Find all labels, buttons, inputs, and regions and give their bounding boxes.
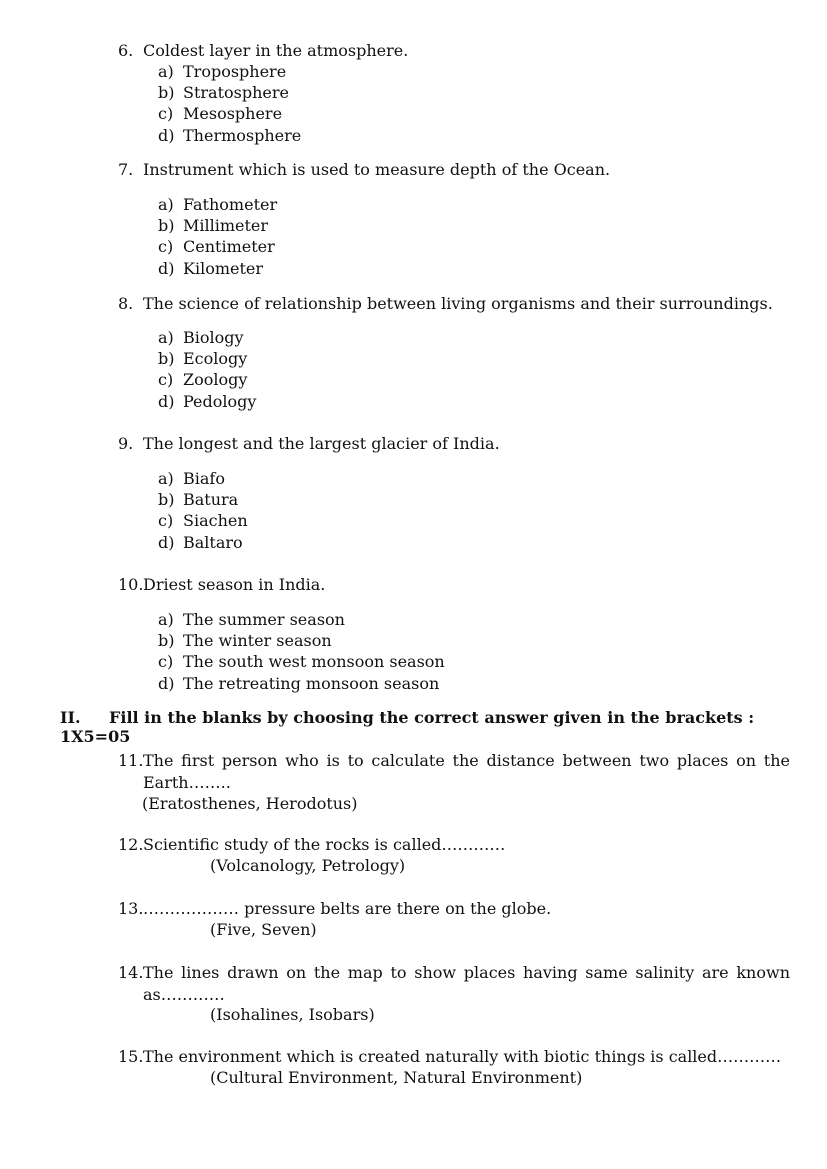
option — [158, 510, 248, 531]
option-text: Centimeter — [183, 237, 275, 257]
answer-choices: (Five, Seven) — [210, 920, 317, 939]
option — [158, 489, 248, 510]
option-text: The summer season — [183, 610, 345, 629]
option-letter: d) — [158, 258, 175, 278]
option-letter: b) — [158, 490, 175, 510]
option-letter: b) — [158, 349, 175, 369]
section-heading — [60, 708, 827, 746]
question-7 — [118, 159, 610, 180]
option-text: Batura — [183, 490, 239, 510]
question-text: The first person who is to calculate the distance between two places on the Earth…….. — [143, 751, 790, 792]
option-text: Biology — [183, 328, 244, 347]
question-text: The environment which is created naturally with biotic things is called………… — [143, 1047, 782, 1066]
option-letter: b) — [158, 83, 175, 103]
option-letter: c) — [158, 652, 174, 672]
option-letter: b) — [158, 216, 175, 236]
option-letter: d) — [158, 391, 175, 411]
answer-choices: (Isohalines, Isobars) — [210, 1005, 375, 1024]
option — [158, 468, 248, 489]
option-text: Mesosphere — [183, 104, 283, 124]
option-text: Baltaro — [183, 532, 243, 552]
question-6 — [118, 40, 408, 61]
option-text: Kilometer — [183, 258, 264, 278]
option — [158, 327, 256, 348]
option — [158, 532, 248, 553]
option-text: The south west monsoon season — [183, 652, 445, 672]
question-text: The science of relationship between living organisms and their surroundings. — [143, 294, 773, 313]
option — [158, 194, 277, 215]
option-letter: a) — [158, 610, 174, 629]
options-9 — [158, 468, 248, 553]
option-letter: c) — [158, 511, 174, 531]
option-text: Thermosphere — [183, 125, 302, 145]
option-letter: a) — [158, 195, 174, 214]
option — [158, 258, 277, 279]
question-number: 11. — [118, 751, 144, 770]
options-8 — [158, 327, 256, 412]
answer-choices: (Volcanology, Petrology) — [210, 856, 406, 875]
question-10 — [118, 574, 325, 595]
question-text: The longest and the largest glacier of India. — [143, 434, 500, 453]
question-number: 13. — [118, 899, 144, 918]
option-text: Pedology — [183, 391, 257, 411]
question-number: 14. — [118, 963, 144, 982]
option-letter: c) — [158, 237, 174, 257]
question-14 — [118, 962, 790, 1005]
options-10 — [158, 609, 445, 694]
option-text: Troposphere — [183, 62, 287, 81]
option-letter: a) — [158, 328, 174, 347]
option — [158, 125, 301, 146]
option — [158, 236, 277, 257]
question-text: The lines drawn on the map to show places having same salinity are known as………… — [143, 963, 790, 1004]
option — [158, 82, 301, 103]
question-text: Driest season in India. — [143, 575, 326, 594]
question-12 — [118, 834, 790, 856]
option — [158, 369, 256, 390]
option-text: Ecology — [183, 349, 248, 369]
option-text: Biafo — [183, 469, 225, 488]
question-text: Instrument which is used to measure depth of the Ocean. — [143, 160, 611, 179]
option-text: Stratosphere — [183, 83, 289, 103]
option-letter: d) — [158, 125, 175, 145]
option-text: Siachen — [183, 511, 248, 531]
question-number: 7. — [118, 160, 134, 179]
question-number: 6. — [118, 41, 134, 60]
question-number: 10. — [118, 575, 144, 594]
option-text: The winter season — [183, 631, 332, 651]
option-letter: a) — [158, 469, 174, 488]
option — [158, 61, 301, 82]
answer-choices: (Eratosthenes, Herodotus) — [142, 794, 358, 813]
option — [158, 391, 256, 412]
section-title: Fill in the blanks by choosing the correct answer given in the brackets : 1X5=05 — [60, 708, 755, 746]
question-number: 15. — [118, 1047, 144, 1066]
option — [158, 103, 301, 124]
option-letter: c) — [158, 104, 174, 124]
question-9 — [118, 433, 500, 454]
option — [158, 215, 277, 236]
option-letter: d) — [158, 673, 175, 693]
question-15 — [118, 1046, 790, 1068]
options-7 — [158, 194, 277, 279]
option — [158, 348, 256, 369]
option-letter: c) — [158, 370, 174, 390]
option-text: Zoology — [183, 370, 248, 390]
option-text: Fathometer — [183, 195, 278, 214]
question-text: Scientific study of the rocks is called………… — [143, 835, 506, 854]
answer-choices: (Cultural Environment, Natural Environment) — [210, 1068, 583, 1087]
option — [158, 609, 445, 630]
option-text: The retreating monsoon season — [183, 673, 440, 693]
question-number: 12. — [118, 835, 144, 854]
question-number: 9. — [118, 434, 134, 453]
question-13 — [118, 898, 790, 920]
question-text: ……………… pressure belts are there on the globe. — [143, 899, 552, 918]
options-6 — [158, 61, 301, 146]
option-letter: a) — [158, 62, 174, 81]
question-text: Coldest layer in the atmosphere. — [143, 41, 409, 60]
option-letter: d) — [158, 532, 175, 552]
section-number: II. — [60, 708, 81, 727]
option — [158, 651, 445, 672]
question-11 — [118, 750, 790, 815]
option — [158, 673, 445, 694]
question-8 — [118, 293, 773, 314]
question-number: 8. — [118, 294, 134, 313]
option — [158, 630, 445, 651]
option-text: Millimeter — [183, 216, 269, 236]
option-letter: b) — [158, 631, 175, 651]
